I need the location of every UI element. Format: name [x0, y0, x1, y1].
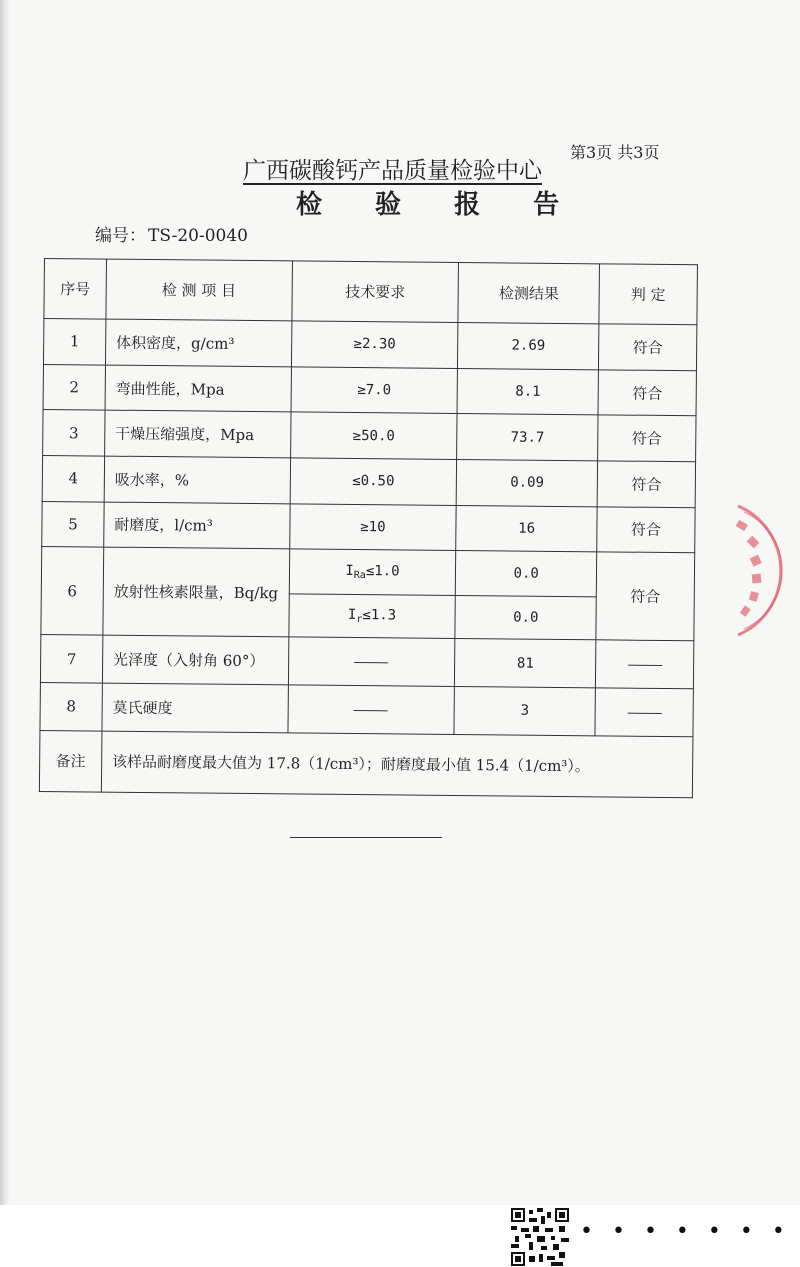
row-result: 3 — [454, 687, 595, 736]
report-title: 检 验 报 告 — [296, 190, 582, 220]
row-requirement: ≥2.30 — [291, 321, 458, 368]
row-verdict: 符合 — [599, 324, 697, 371]
row-result: 81 — [455, 639, 596, 688]
table-row — [42, 456, 695, 508]
report-number-value: TS-20-0040 — [148, 226, 248, 246]
col-header-item: 检 测 项 目 — [106, 259, 292, 321]
row-item: 弯曲性能，Mpa — [105, 365, 291, 412]
col-header-requirement: 技术要求 — [292, 261, 459, 323]
row-no: 6 — [41, 547, 104, 636]
row-result-ir: 0.0 — [455, 595, 596, 640]
qr-code-icon — [511, 1208, 569, 1266]
page-number: 第3页 共3页 — [570, 143, 660, 162]
row-requirement-empty — [288, 685, 455, 734]
report-number — [93, 221, 248, 246]
table-row — [40, 683, 693, 737]
row-item: 吸水率，% — [104, 456, 290, 503]
col-header-result: 检测结果 — [458, 262, 599, 323]
table-row — [43, 410, 696, 462]
page-edge-shadow — [0, 0, 10, 1267]
row-verdict-empty — [596, 640, 694, 689]
remark-label: 备注 — [39, 730, 101, 792]
report-table-wrapper — [39, 258, 698, 798]
row-result: 0.09 — [456, 459, 597, 506]
row-no: 1 — [43, 319, 105, 365]
row-requirement: ≤0.50 — [290, 458, 457, 505]
row-verdict: 符合 — [597, 461, 695, 508]
red-seal-stamp — [700, 498, 800, 643]
row-verdict: 符合 — [597, 506, 695, 553]
table-row — [43, 364, 696, 416]
row-result: 73.7 — [457, 414, 598, 461]
row-requirement: ≥50.0 — [290, 412, 457, 459]
table-row-radiation — [41, 547, 694, 598]
row-no: 2 — [43, 364, 105, 410]
row-item: 光泽度（入射角 60°） — [102, 635, 288, 684]
row-item: 莫氏硬度 — [102, 683, 288, 732]
row-requirement: ≥7.0 — [291, 367, 458, 414]
dash-mark — [628, 665, 662, 666]
row-item: 体积密度，g/cm³ — [105, 319, 291, 366]
row-requirement-ira: $I_{Ra}\le 1.0$ — [289, 549, 456, 595]
row-result: 8.1 — [457, 368, 598, 415]
dash-mark — [355, 662, 389, 663]
footer-dots: • • • • • • • — [580, 1219, 791, 1244]
row-no: 5 — [42, 501, 104, 547]
row-result-ira: 0.0 — [456, 551, 597, 597]
row-item: 干燥压缩强度，Mpa — [105, 410, 291, 457]
row-item: 放射性核素限量，Bq/kg — [103, 547, 290, 637]
table-row — [40, 635, 693, 689]
row-verdict: 符合 — [598, 415, 696, 462]
organization-name: 广西碳酸钙产品质量检验中心 — [243, 158, 542, 184]
table-row-remark — [39, 730, 693, 797]
row-requirement-ir: $I_r\le 1.3$ — [288, 594, 455, 639]
divider-line — [290, 837, 442, 838]
remark-text: 该样品耐磨度最大值为 17.8（1/cm³）；耐磨度最小值 15.4（1/cm³）。 — [101, 731, 693, 798]
row-item: 耐磨度，l/cm³ — [104, 502, 290, 549]
dash-mark — [627, 713, 661, 714]
table-row — [43, 319, 696, 371]
row-verdict: 符合 — [596, 552, 695, 641]
row-requirement-empty — [288, 637, 455, 686]
row-result: 16 — [456, 505, 597, 552]
col-header-verdict: 判 定 — [599, 264, 697, 325]
row-no: 7 — [40, 635, 102, 683]
row-no: 4 — [42, 456, 104, 502]
row-verdict: 符合 — [598, 370, 696, 417]
table-row — [42, 501, 695, 553]
report-table — [39, 258, 698, 798]
table-header-row — [44, 259, 698, 325]
dash-mark — [354, 710, 388, 711]
row-verdict-empty — [595, 688, 693, 737]
row-requirement: ≥10 — [289, 504, 456, 551]
col-header-no: 序号 — [44, 259, 106, 320]
report-number-label: 编号： — [95, 226, 146, 246]
row-no: 8 — [40, 683, 102, 731]
row-result: 2.69 — [458, 323, 599, 370]
row-no: 3 — [43, 410, 105, 456]
